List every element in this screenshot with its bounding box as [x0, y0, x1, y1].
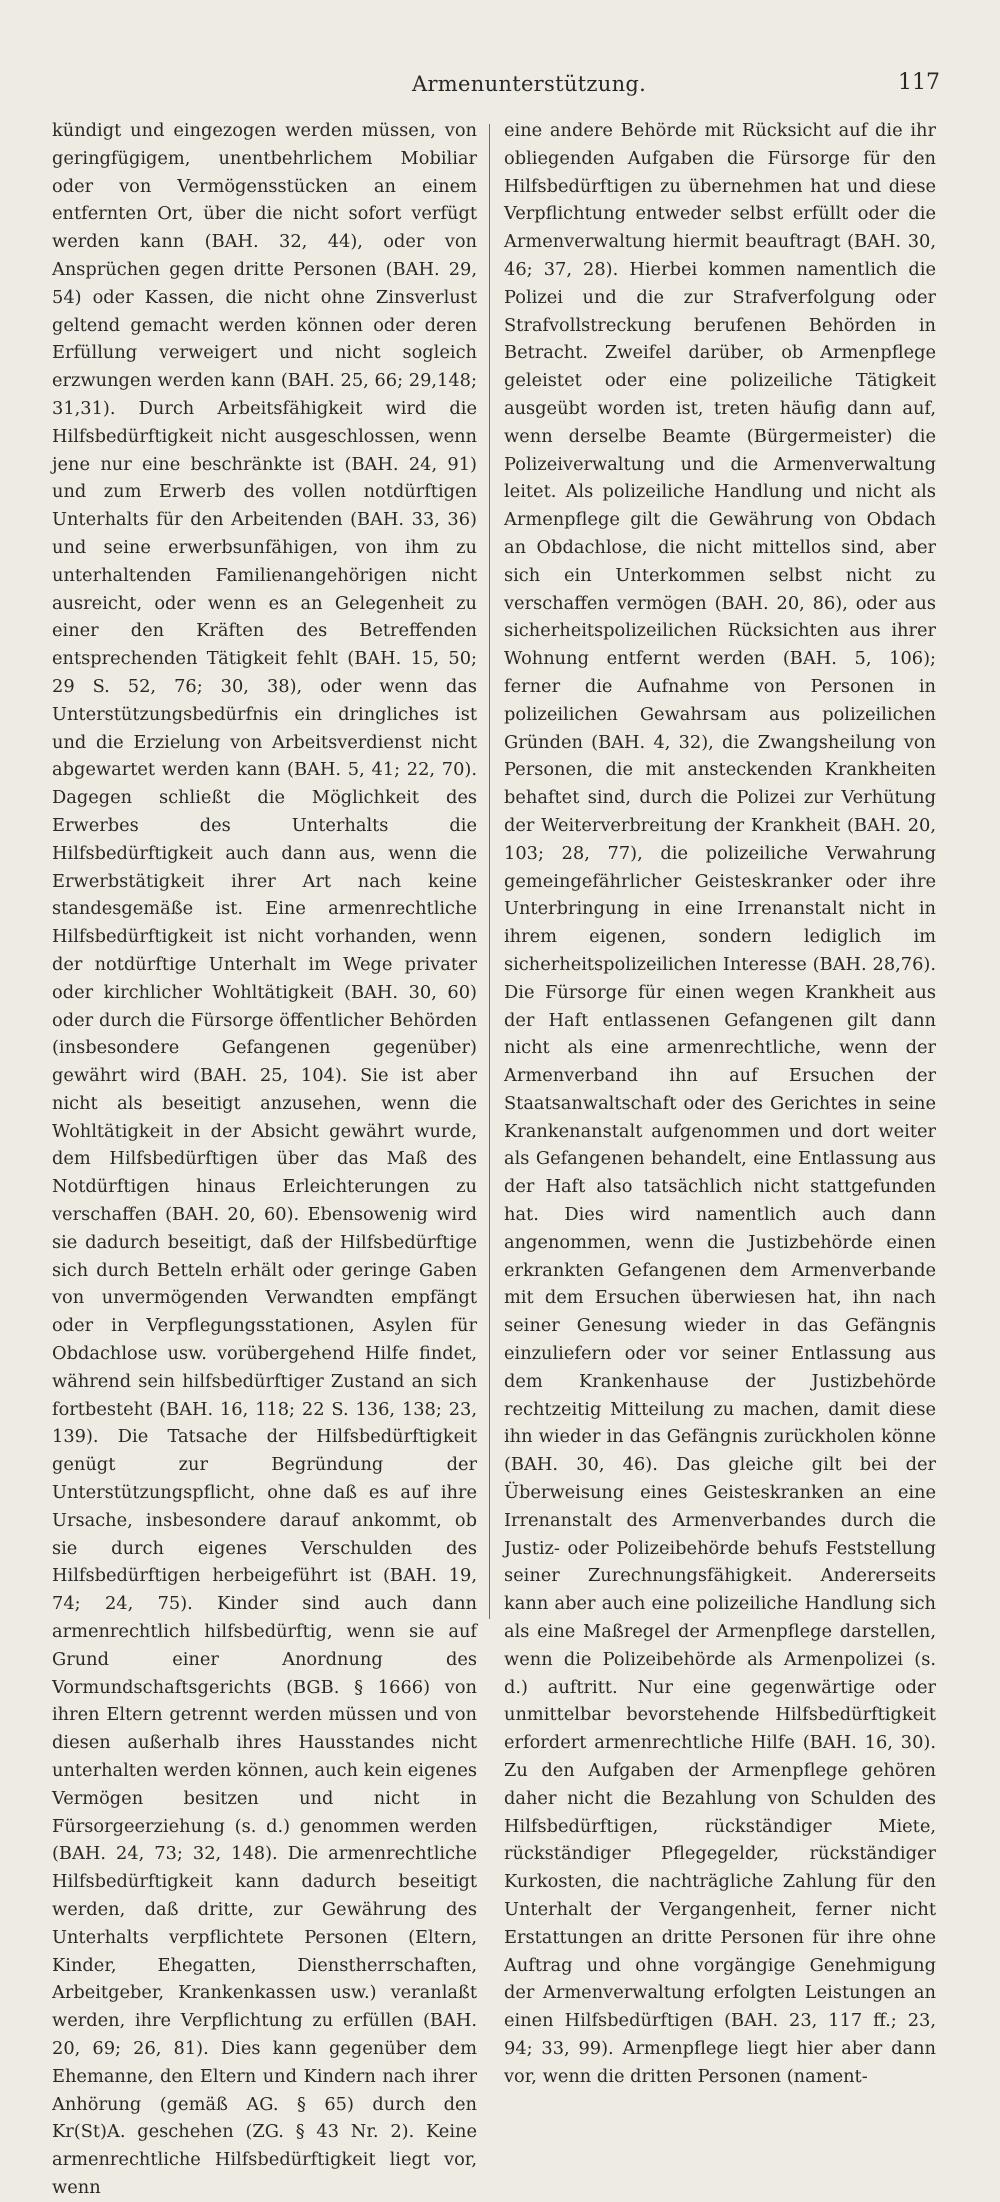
right-column-text: eine andere Behörde mit Rücksicht auf die ihr obliegenden Aufgaben die Fürsorge für den Hilfsbedürftigen zu übernehmen hat und diese Verpflichtung entweder selbst erfüllt oder die Armenverwaltung hiermit beauftragt (BAH. 30, 46; 37, 28). Hierbei kommen namentlich die Polizei und die zur Strafverfolgung oder Strafvollstreckung berufenen Behörden in Betracht. Zweifel darüber, ob Armenpflege geleistet oder eine polizeiliche Tätigkeit ausgeübt worden ist, treten häufig dann auf, wenn derselbe Beamte (Bürgermeister) die Polizeiverwaltung und die Armenverwaltung leitet. Als polizeiliche Handlung und nicht als Armenpflege gilt die Gewährung von Obdach an Obdachlose, die nicht mittellos sind, aber sich ein Unterkommen selbst nicht zu verschaffen vermögen (BAH. 20, 86), oder aus sicherheitspolizeilichen Rücksichten aus ihrer Wohnung entfernt werden (BAH. 5, 106); ferner die Aufnahme von Personen in polizeilichen Gewahrsam aus polizeilichen Gründen (BAH. 4, 32), die Zwangsheilung von Personen, die mit ansteckenden Krankheiten behaftet sind, durch die Polizei zur Verhütung der Weiterverbreitung der Krankheit (BAH. 20, 103; 28, 77), die polizeiliche Verwahrung gemeingefährlicher Geisteskranker oder ihre Unterbringung in eine Irrenanstalt nicht in ihrem eigenen, sondern lediglich im sicherheitspolizeilichen Interesse (BAH. 28,76). Die Fürsorge für einen wegen Krankheit aus der Haft entlassenen Gefangenen gilt dann nicht als eine armenrechtliche, wenn der Armenverband ihn auf Ersuchen der Staatsanwaltschaft oder des Gerichtes in seine Krankenanstalt aufgenommen und dort weiter als Gefangenen behandelt, eine Entlassung aus der Haft also tatsächlich nicht stattgefunden hat. Dies wird namentlich auch dann angenommen, wenn die Justizbehörde einen erkrankten Gefangenen dem Armenverbande mit dem Ersuchen überwiesen hat, ihn nach seiner Genesung wieder in das Gefängnis einzuliefern oder vor seiner Entlassung aus dem Krankenhause der Justizbehörde rechtzeitig Mitteilung zu machen, damit diese ihn wieder in das Gefängnis zurückholen könne (BAH. 30, 46). Das gleiche gilt bei der Überweisung eines Geisteskranken an eine Irrenanstalt des Armenverbandes durch die Justiz- oder Polizeibehörde behufs Feststellung seiner Zurechnungsfähigkeit. Andererseits kann aber auch eine polizeiliche Handlung sich als eine Maßregel der Armenpflege darstellen, wenn die Polizeibehörde als Armenpolizei (s. d.) auftritt. Nur eine gegenwärtige oder unmittelbar bevorstehende Hilfsbedürftigkeit erfordert armenrechtliche Hilfe (BAH. 16, 30). Zu den Aufgaben der Armenpflege gehören daher nicht die Bezahlung von Schulden des Hilfsbedürftigen, rückständiger Miete, rückständiger Pflegegelder, rückständiger Kurkosten, die nachträgliche Zahlung für den Unterhalt der Vergangenheit, ferner nicht Erstattungen an dritte Personen für ihre ohne Auftrag und ohne vorgängige Genehmigung der Armenverwaltung erfolgten Leistungen an einen Hilfsbedürftigen (BAH. 23, 117 ff.; 23, 94; 33, 99). Armenpflege liegt hier aber dann vor, wenn die dritten Personen (nament-	[504, 120, 936, 2087]
column-divider	[489, 124, 490, 1619]
right-column	[504, 117, 936, 2087]
running-head: Armenunterstützung.	[412, 72, 647, 96]
left-column	[52, 117, 477, 2198]
left-column-text: kündigt und eingezogen werden müssen, von geringfügigem, unentbehrlichem Mobiliar oder von Vermögensstücken an einem entfernten Ort, über die nicht sofort verfügt werden kann (BAH. 32, 44), oder von Ansprüchen gegen dritte Personen (BAH. 29, 54) oder Kassen, die nicht ohne Zinsverlust geltend gemacht werden können oder deren Erfüllung verweigert und nicht sogleich erzwungen werden kann (BAH. 25, 66; 29,148; 31,31). Durch Arbeitsfähigkeit wird die Hilfsbedürftigkeit nicht ausgeschlossen, wenn jene nur eine beschränkte ist (BAH. 24, 91) und zum Erwerb des vollen notdürftigen Unterhalts für den Arbeitenden (BAH. 33, 36) und seine erwerbsunfähigen, von ihm zu unterhaltenden Familienangehörigen nicht ausreicht, oder wenn es an Gelegenheit zu einer den Kräften des Betreffenden entsprechenden Tätigkeit fehlt (BAH. 15, 50; 29 S. 52, 76; 30, 38), oder wenn das Unterstützungsbedürfnis ein dringliches ist und die Erzielung von Arbeitsverdienst nicht abgewartet werden kann (BAH. 5, 41; 22, 70). Dagegen schließt die Möglichkeit des Erwerbes des Unterhalts die Hilfsbedürftigkeit auch dann aus, wenn die Erwerbstätigkeit ihrer Art nach keine standesgemäße ist. Eine armenrechtliche Hilfsbedürftigkeit ist nicht vorhanden, wenn der notdürftige Unterhalt im Wege privater oder kirchlicher Wohltätigkeit (BAH. 30, 60) oder durch die Fürsorge öffentlicher Behörden (insbesondere Gefangenen gegenüber) gewährt wird (BAH. 25, 104). Sie ist aber nicht als beseitigt anzusehen, wenn die Wohltätigkeit in der Absicht gewährt wurde, dem Hilfsbedürftigen über das Maß des Notdürftigen hinaus Erleichterungen zu verschaffen (BAH. 20, 60). Ebensowenig wird sie dadurch beseitigt, daß der Hilfsbedürftige sich durch Betteln erhält oder geringe Gaben von unvermögenden Verwandten empfängt oder in Verpflegungsstationen, Asylen für Obdachlose usw. vorübergehend Hilfe findet, während sein hilfsbedürftiger Zustand an sich fortbesteht (BAH. 16, 118; 22 S. 136, 138; 23, 139). Die Tatsache der Hilfsbedürftigkeit genügt zur Begründung der Unterstützungspflicht, ohne daß es auf ihre Ursache, insbesondere darauf ankommt, ob sie durch eigenes Verschulden des Hilfsbedürftigen herbeigeführt ist (BAH. 19, 74; 24, 75). Kinder sind auch dann armenrechtlich hilfsbedürftig, wenn sie auf Grund einer Anordnung des Vormundschaftsgerichts (BGB. § 1666) von ihren Eltern getrennt werden müssen und von diesen außerhalb ihres Hausstandes nicht unterhalten werden können, auch kein eigenes Vermögen besitzen und nicht in Fürsorgeerziehung (s. d.) genommen werden (BAH. 24, 73; 32, 148). Die armenrechtliche Hilfsbedürftigkeit kann dadurch beseitigt werden, daß dritte, zur Gewährung des Unterhalts verpflichtete Personen (Eltern, Kinder, Ehegatten, Dienstherrschaften, Arbeitgeber, Krankenkassen usw.) veranlaßt werden, ihre Verpflichtung zu erfüllen (BAH. 20, 69; 26, 81). Dies kann gegenüber dem Ehemanne, den Eltern und Kindern nach ihrer Anhörung (gemäß AG. § 65) durch den Kr(St)A. geschehen (ZG. § 43 Nr. 2). Keine armenrechtliche Hilfsbedürftigkeit liegt vor, wenn	[52, 120, 477, 2198]
page-number: 117	[898, 70, 940, 95]
page-header	[52, 68, 940, 108]
